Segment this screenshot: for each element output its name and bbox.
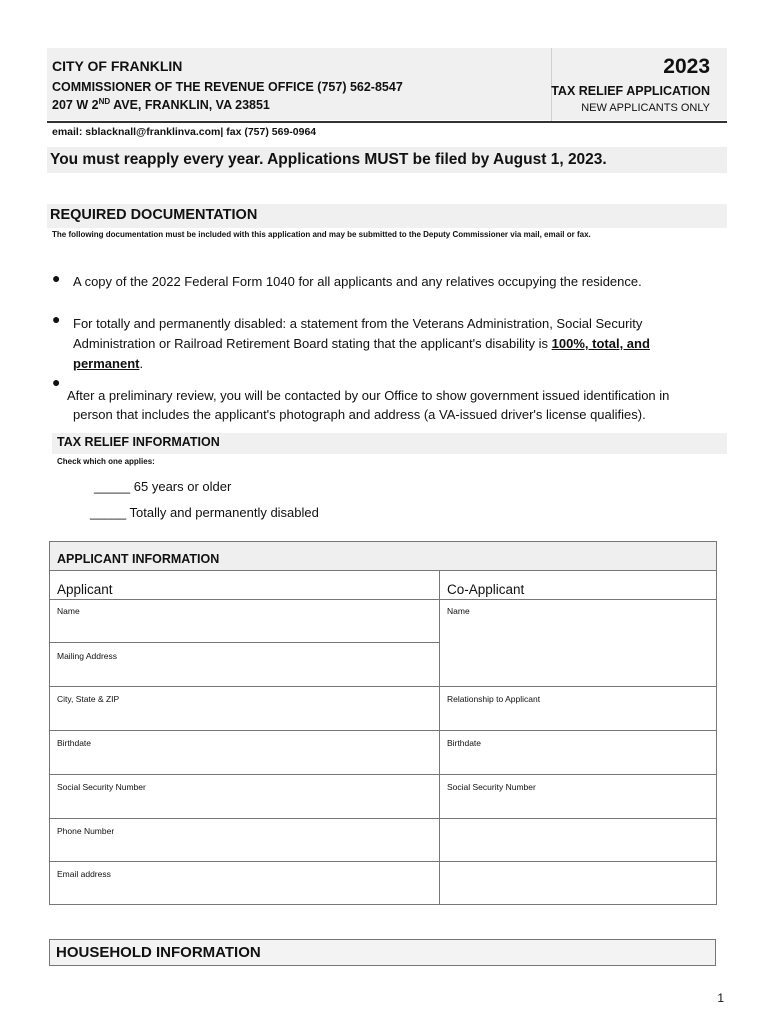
- city-name: CITY OF FRANKLIN: [52, 58, 183, 74]
- coapplicant-column-heading: Co-Applicant: [447, 582, 525, 597]
- applicant-info-title: APPLICANT INFORMATION: [57, 552, 220, 566]
- application-title: TAX RELIEF APPLICATION: [551, 84, 710, 98]
- option-disabled[interactable]: _____ Totally and permanently disabled: [90, 505, 319, 520]
- coapplicant-ssn-field[interactable]: Social Security Number: [447, 782, 536, 792]
- doc-item-id-2: person that includes the applicant's photograph and address (a VA-issued driver's license qualifies).: [73, 407, 646, 422]
- header-rule: [47, 121, 727, 123]
- applicant-phone-field[interactable]: Phone Number: [57, 826, 115, 836]
- option-65-or-older[interactable]: _____ 65 years or older: [94, 479, 232, 494]
- contact-line: email: sblacknall@franklinva.com| fax (757) 569-0964: [52, 126, 317, 138]
- bullet-icon: ●: [52, 311, 61, 327]
- table-rule: [49, 730, 717, 731]
- applicant-city-state-zip-field[interactable]: City, State & ZIP: [57, 694, 120, 704]
- applicant-ssn-field[interactable]: Social Security Number: [57, 782, 146, 792]
- table-rule: [49, 774, 717, 775]
- table-rule: [49, 818, 717, 819]
- doc-item-1040: A copy of the 2022 Federal Form 1040 for all applicants and any relatives occupying the residence.: [73, 274, 642, 289]
- table-rule: [49, 642, 440, 643]
- coapplicant-name-field[interactable]: Name: [447, 606, 470, 616]
- form-year: 2023: [663, 55, 710, 78]
- doc-item-id-1: After a preliminary review, you will be contacted by our Office to show government issued identification in: [67, 388, 670, 403]
- page-number: 1: [717, 991, 724, 1005]
- applicant-email-field[interactable]: Email address: [57, 869, 111, 879]
- applicant-mailing-address-field[interactable]: Mailing Address: [57, 651, 118, 661]
- coapplicant-birthdate-field[interactable]: Birthdate: [447, 738, 482, 748]
- table-column-divider: [439, 570, 440, 905]
- household-info-title: HOUSEHOLD INFORMATION: [56, 944, 261, 961]
- required-docs-subtitle: The following documentation must be included with this application and may be submitted to the Deputy Commissioner via mail, email or fax.: [52, 230, 591, 239]
- reapply-notice: You must reapply every year. Applications MUST be filed by August 1, 2023.: [50, 151, 607, 168]
- bullet-icon: ●: [52, 374, 61, 390]
- new-applicants-note: NEW APPLICANTS ONLY: [581, 102, 710, 114]
- table-rule: [49, 686, 717, 687]
- doc-item-disability-3: permanent.: [73, 356, 144, 371]
- address-line: 207 W 2ND AVE, FRANKLIN, VA 23851: [52, 97, 270, 113]
- doc-item-disability-2: Administration or Railroad Retirement Board stating that the applicant's disability is 100%, total, and: [73, 336, 650, 351]
- table-rule: [49, 570, 717, 571]
- coapplicant-relationship-field[interactable]: Relationship to Applicant: [447, 694, 541, 704]
- applicant-table: [49, 541, 717, 905]
- doc-item-disability-1: For totally and permanently disabled: a statement from the Veterans Administration, Social Security: [73, 316, 643, 331]
- office-line: COMMISSIONER OF THE REVENUE OFFICE (757) 562-8547: [52, 80, 403, 94]
- tax-relief-subtitle: Check which one applies:: [57, 457, 155, 466]
- table-rule: [49, 599, 717, 600]
- tax-relief-title: TAX RELIEF INFORMATION: [57, 435, 220, 449]
- table-rule: [49, 861, 717, 862]
- required-docs-title: REQUIRED DOCUMENTATION: [50, 207, 258, 223]
- applicant-name-field[interactable]: Name: [57, 606, 80, 616]
- applicant-birthdate-field[interactable]: Birthdate: [57, 738, 92, 748]
- applicant-column-heading: Applicant: [57, 582, 113, 597]
- bullet-icon: ●: [52, 270, 61, 286]
